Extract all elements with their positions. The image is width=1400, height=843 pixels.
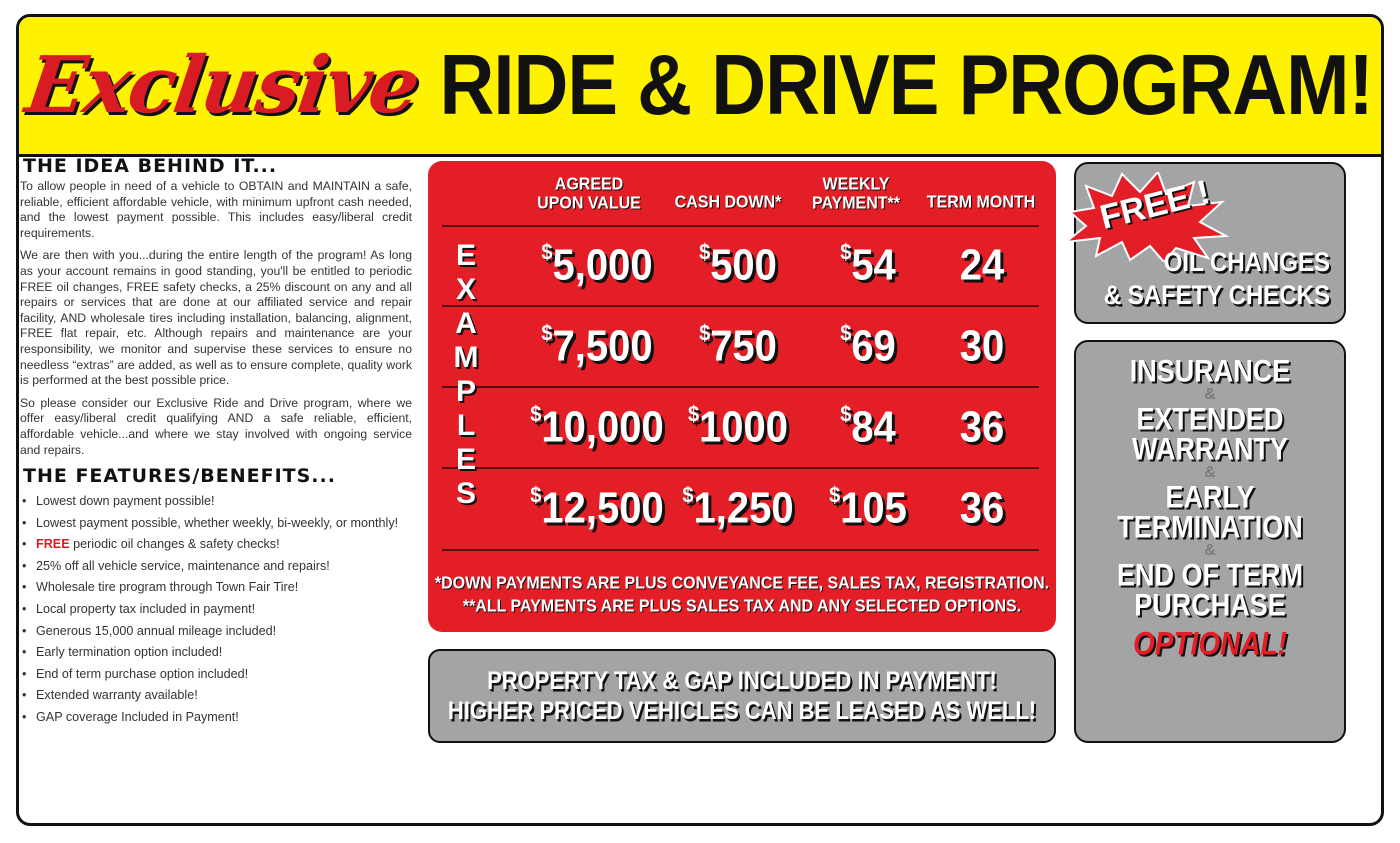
table-divider bbox=[442, 549, 1039, 551]
row2-down bbox=[678, 322, 798, 372]
table-divider bbox=[442, 386, 1039, 388]
side-letter: X bbox=[455, 273, 476, 306]
currency-symbol: $ bbox=[840, 240, 852, 265]
currency-symbol: $ bbox=[687, 402, 700, 427]
currency-symbol: $ bbox=[530, 483, 542, 508]
feature-item: • Local property tax included in payment! bbox=[22, 601, 412, 617]
header-value bbox=[524, 175, 654, 212]
oil-line1: OIL CHANGES bbox=[1163, 248, 1330, 278]
currency-symbol: $ bbox=[541, 321, 553, 346]
row3-down bbox=[672, 403, 804, 453]
oil-changes-text bbox=[1104, 247, 1330, 313]
feature-item: • Lowest payment possible, whether weekly, bi-weekly, or monthly! bbox=[22, 515, 412, 531]
currency-symbol: $ bbox=[699, 240, 711, 265]
down-amount: 750 bbox=[710, 321, 777, 371]
side-letter: E bbox=[455, 239, 476, 272]
idea-paragraph-1: To allow people in need of a vehicle to OBTAIN and MAINTAIN a safe, reliable, efficient affordable vehicle, with minimum upfront cash needed, and the lowest payment possible. This includes easy/liberal credit requirements. bbox=[20, 179, 412, 240]
side-letter: S bbox=[455, 477, 476, 510]
side-letter: P bbox=[455, 375, 476, 408]
weekly-amount: 105 bbox=[840, 483, 907, 533]
title-banner bbox=[19, 17, 1381, 157]
down-amount: 1000 bbox=[699, 402, 789, 452]
weekly-amount: 69 bbox=[851, 321, 896, 371]
row3-value bbox=[512, 403, 682, 453]
currency-symbol: $ bbox=[699, 321, 711, 346]
row4-value bbox=[512, 484, 682, 534]
examples-side-label bbox=[448, 239, 484, 511]
optional-features-list bbox=[1076, 353, 1344, 662]
row2-weekly bbox=[818, 322, 918, 372]
row2-value bbox=[522, 322, 672, 372]
row1-value bbox=[522, 241, 672, 291]
currency-symbol: $ bbox=[829, 483, 841, 508]
row4-term: 36 bbox=[959, 483, 1005, 533]
optional-features-box bbox=[1074, 340, 1346, 743]
end-of-term-label: END OF TERM bbox=[1117, 557, 1303, 593]
warranty-label: WARRANTY bbox=[1132, 431, 1288, 467]
row1-weekly bbox=[818, 241, 918, 291]
banner-main-title: RIDE & DRIVE PROGRAM! bbox=[439, 37, 1373, 134]
side-letter: A bbox=[455, 307, 477, 340]
header-weekly-line2: PAYMENT** bbox=[811, 194, 901, 213]
value-amount: 5,000 bbox=[552, 240, 653, 290]
purchase-label: PURCHASE bbox=[1134, 587, 1286, 623]
header-weekly-line1: WEEKLY bbox=[822, 175, 890, 194]
value-amount: 12,500 bbox=[541, 483, 664, 533]
burst-free-text: FREE ! bbox=[1096, 173, 1214, 237]
idea-paragraph-2: We are then with you...during the entire length of the program! As long as your account remains in good standing, you'll be entitled to periodic FREE oil changes, FREE safety checks, a 25% discount on any and all repairs or services that are done at our affiliated service and repair facility, AND wholesale tires including installation, balancing, alignment, FREE flat repair, etc. Although repairs and maintenance are your responsibility, we monitor and supervise these services to ensure no needless “extras” are added, as well as to ensure complete, quality work is performed at the best possible price. bbox=[20, 248, 412, 388]
feature-item: • Extended warranty available! bbox=[22, 687, 412, 703]
oil-line2: & SAFETY CHECKS bbox=[1103, 281, 1330, 311]
row2-term: 30 bbox=[959, 321, 1005, 371]
weekly-amount: 84 bbox=[851, 402, 896, 452]
table-divider bbox=[442, 305, 1039, 307]
extended-label: EXTENDED bbox=[1136, 401, 1284, 437]
early-label: EARLY bbox=[1165, 479, 1255, 515]
row3-term: 36 bbox=[959, 402, 1005, 452]
row4-down bbox=[672, 484, 804, 534]
free-oil-box bbox=[1074, 162, 1346, 324]
down-amount: 500 bbox=[710, 240, 777, 290]
features-title: THE FEATURES/BENEFITS... bbox=[23, 465, 336, 488]
ampersand: & bbox=[1204, 542, 1216, 559]
header-value-line1: AGREED bbox=[554, 175, 624, 194]
side-letter: E bbox=[455, 443, 476, 476]
currency-symbol: $ bbox=[530, 402, 542, 427]
features-list bbox=[22, 493, 412, 725]
row1-term: 24 bbox=[959, 240, 1005, 290]
footnote-all-payments: **ALL PAYMENTS ARE PLUS SALES TAX AND ANY SELECTED OPTIONS. bbox=[462, 597, 1022, 616]
left-column bbox=[20, 155, 412, 731]
currency-symbol: $ bbox=[840, 321, 852, 346]
table-divider bbox=[442, 225, 1039, 227]
idea-title: THE IDEA BEHIND IT... bbox=[23, 155, 278, 177]
header-value-line2: UPON VALUE bbox=[537, 194, 641, 213]
examples-table bbox=[428, 161, 1056, 632]
tax-gap-line1: PROPERTY TAX & GAP INCLUDED IN PAYMENT! bbox=[487, 666, 997, 695]
banner-script-word: Exclusive bbox=[20, 40, 424, 131]
row4-weekly bbox=[812, 484, 924, 534]
free-highlight: FREE bbox=[36, 537, 70, 552]
feature-item-text: periodic oil changes & safety checks! bbox=[73, 537, 280, 552]
footnote-down-payments: *DOWN PAYMENTS ARE PLUS CONVEYANCE FEE, SALES TAX, REGISTRATION. bbox=[434, 574, 1050, 593]
feature-item: • Lowest down payment possible! bbox=[22, 493, 412, 509]
currency-symbol: $ bbox=[840, 402, 852, 427]
header-weekly bbox=[806, 175, 906, 212]
side-letter: L bbox=[456, 409, 476, 442]
termination-label: TERMINATION bbox=[1117, 509, 1303, 545]
feature-item: • Wholesale tire program through Town Fair Tire! bbox=[22, 579, 412, 595]
side-letter: M bbox=[453, 341, 479, 374]
down-amount: 1,250 bbox=[693, 483, 794, 533]
insurance-label: INSURANCE bbox=[1129, 353, 1291, 389]
optional-label: OPTIONAL! bbox=[1133, 625, 1287, 662]
feature-item: • End of term purchase option included! bbox=[22, 666, 412, 682]
tax-gap-banner bbox=[428, 649, 1056, 743]
row1-down bbox=[678, 241, 798, 291]
header-down: CASH DOWN* bbox=[674, 193, 782, 212]
feature-item: • Generous 15,000 annual mileage included! bbox=[22, 623, 412, 639]
value-amount: 10,000 bbox=[541, 402, 664, 452]
feature-item: • 25% off all vehicle service, maintenance and repairs! bbox=[22, 558, 412, 574]
currency-symbol: $ bbox=[541, 240, 553, 265]
currency-symbol: $ bbox=[682, 483, 694, 508]
ampersand: & bbox=[1204, 386, 1216, 403]
tax-gap-line2: HIGHER PRICED VEHICLES CAN BE LEASED AS WELL! bbox=[447, 696, 1037, 725]
feature-item: • GAP coverage Included in Payment! bbox=[22, 709, 412, 725]
value-amount: 7,500 bbox=[552, 321, 653, 371]
weekly-amount: 54 bbox=[851, 240, 896, 290]
idea-paragraph-3: So please consider our Exclusive Ride and Drive program, where we offer easy/liberal credit qualifying AND a safe reliable, efficient, affordable vehicle...and where we stay involved with ongoing service and repairs. bbox=[20, 395, 412, 457]
row3-weekly bbox=[818, 403, 918, 453]
feature-item: • Early termination option included! bbox=[22, 644, 412, 660]
feature-item bbox=[22, 536, 412, 552]
header-term: TERM MONTH bbox=[926, 193, 1036, 212]
table-divider bbox=[442, 467, 1039, 469]
ampersand: & bbox=[1204, 464, 1216, 481]
